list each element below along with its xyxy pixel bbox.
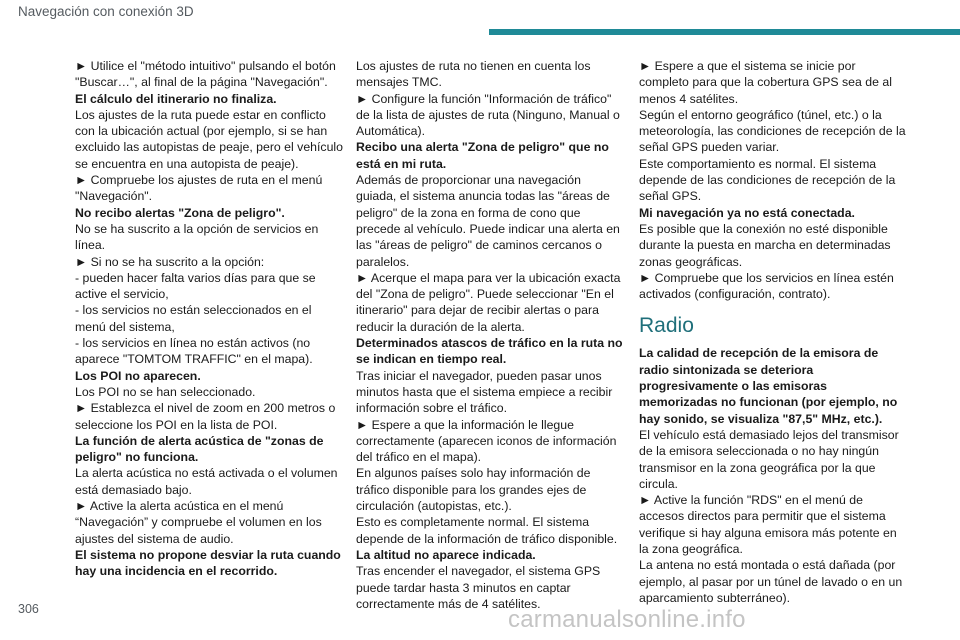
- paragraph-text: - los servicios en línea no están activos (no aparece "TOMTOM TRAFFIC" en el mapa).: [75, 336, 313, 367]
- paragraph-heading: No recibo alertas "Zona de peligro".: [75, 205, 285, 220]
- paragraph-heading: Mi navegación ya no está conectada.: [639, 205, 855, 220]
- column-right-top: [639, 58, 907, 302]
- paragraph-text: La alerta acústica no está activada o el volumen está demasiado bajo.: [75, 466, 338, 497]
- paragraph-text: Los ajustes de la ruta puede estar en conflicto con la ubicación actual (por ejemplo, si se han excluido las autopistas de peaje, pero el vehículo se encuentra en una autopista de peaje).: [75, 107, 343, 171]
- column-left: [75, 58, 343, 580]
- paragraph-text: Además de proporcionar una navegación guiada, el sistema anuncia todas las "áreas de peligro" de la zona en forma de cono que precede al vehículo. Puede indicar una alerta en las "áreas de peligro" de caminos cercanos o paralelos.: [356, 173, 620, 269]
- column-middle: [356, 58, 624, 612]
- paragraph-heading: Determinados atascos de tráfico en la ruta no se indican en tiempo real.: [356, 336, 623, 367]
- paragraph-text: ► Configure la función "Información de tráfico" de la lista de ajustes de ruta (Ninguno, Manual o Automática).: [356, 91, 620, 139]
- paragraph-text: - pueden hacer falta varios días para que se active el servicio,: [75, 270, 316, 302]
- paragraph-text: ► Active la función "RDS" en el menú de accesos directos para permitir que el sistema verifique si hay alguna emisora más potente en la zona geográfica.: [639, 493, 897, 557]
- paragraph-heading: La calidad de recepción de la emisora de radio sintonizada se deteriora progresivamente o las emisoras memorizadas no funcionan (por ejemplo, no hay sonido, se visualiza "87,5" MHz, etc.).: [639, 346, 898, 426]
- header-accent-bar: [489, 29, 960, 35]
- paragraph-text: ► Espere a que el sistema se inicie por completo para que la cobertura GPS sea de al menos 4 satélites.: [639, 59, 892, 106]
- watermark: carmanualsonline.info: [508, 606, 746, 633]
- paragraph-heading: Recibo una alerta "Zona de peligro" que no está en mi ruta.: [356, 140, 609, 171]
- paragraph-text: El vehículo está demasiado lejos del transmisor de la emisora seleccionada o no hay ningún transmisor en la zona geográfica por la que circula.: [639, 427, 899, 491]
- column-right-bottom: [639, 345, 907, 606]
- paragraph-text: ► Acerque el mapa para ver la ubicación exacta del "Zona de peligro". Puede seleccionar "En el itinerario" para dejar de recibir alertas o para reducir la duración de la alerta.: [356, 270, 621, 334]
- header-title: Navegación con conexión 3D: [18, 4, 194, 19]
- paragraph-text: ► Espere a que la información le llegue correctamente (aparecen iconos de información del tráfico en el mapa).: [356, 417, 617, 465]
- paragraph-text: Según el entorno geográfico (túnel, etc.) o la meteorología, las condiciones de recepción de la señal GPS pueden variar.: [639, 107, 906, 155]
- section-heading-radio: Radio: [639, 314, 694, 338]
- paragraph-text: - los servicios no están seleccionados en el menú del sistema,: [75, 303, 312, 334]
- paragraph-heading: Los POI no aparecen.: [75, 368, 201, 383]
- paragraph-text: ► Si no se ha suscrito a la opción:: [75, 254, 265, 269]
- page-number: 306: [18, 602, 39, 616]
- paragraph-text: Tras iniciar el navegador, pueden pasar unos minutos hasta que el sistema empiece a recibir información sobre el tráfico.: [356, 368, 613, 416]
- paragraph-text: ► Utilice el "método intuitivo" pulsando el botón "Buscar…", al final de la página "Navegación".: [75, 59, 336, 90]
- column-right: [639, 58, 907, 606]
- paragraph-heading: La altitud no aparece indicada.: [356, 547, 536, 562]
- paragraph-text: Esto es completamente normal. El sistema depende de la información de tráfico disponible.: [356, 515, 618, 546]
- paragraph-text: Este comportamiento es normal. El sistema depende de las condiciones de recepción de la señal GPS.: [639, 156, 896, 204]
- paragraph-text: En algunos países solo hay información de tráfico disponible para los grandes ejes de circulación (autopistas, etc.).: [356, 466, 591, 514]
- paragraph-heading: El sistema no propone desviar la ruta cuando hay una incidencia en el recorrido.: [75, 547, 341, 579]
- paragraph-text: ► Establezca el nivel de zoom en 200 metros o seleccione los POI en la lista de POI.: [75, 401, 336, 432]
- paragraph-text: Los ajustes de ruta no tienen en cuenta los mensajes TMC.: [356, 59, 591, 90]
- paragraph-text: ► Compruebe los ajustes de ruta en el menú "Navegación".: [75, 173, 323, 204]
- paragraph-text: Tras encender el navegador, el sistema GPS puede tardar hasta 3 minutos en captar correctamente más de 4 satélites.: [356, 564, 601, 611]
- paragraph-text: No se ha suscrito a la opción de servicios en línea.: [75, 221, 319, 253]
- paragraph-text: ► Compruebe que los servicios en línea estén activados (configuración, contrato).: [639, 270, 894, 302]
- paragraph-heading: La función de alerta acústica de "zonas de peligro" no funciona.: [75, 433, 324, 465]
- paragraph-text: La antena no está montada o está dañada (por ejemplo, al pasar por un túnel de lavado o en un aparcamiento subterráneo).: [639, 558, 903, 605]
- paragraph-text: Es posible que la conexión no esté disponible durante la puesta en marcha en determinadas zonas geográficas.: [639, 221, 891, 269]
- paragraph-text: Los POI no se han seleccionado.: [75, 384, 256, 399]
- paragraph-text: ► Active la alerta acústica en el menú “Navegación” y compruebe el volumen en los ajustes del sistema de audio.: [75, 499, 322, 546]
- paragraph-heading: El cálculo del itinerario no finaliza.: [75, 91, 277, 106]
